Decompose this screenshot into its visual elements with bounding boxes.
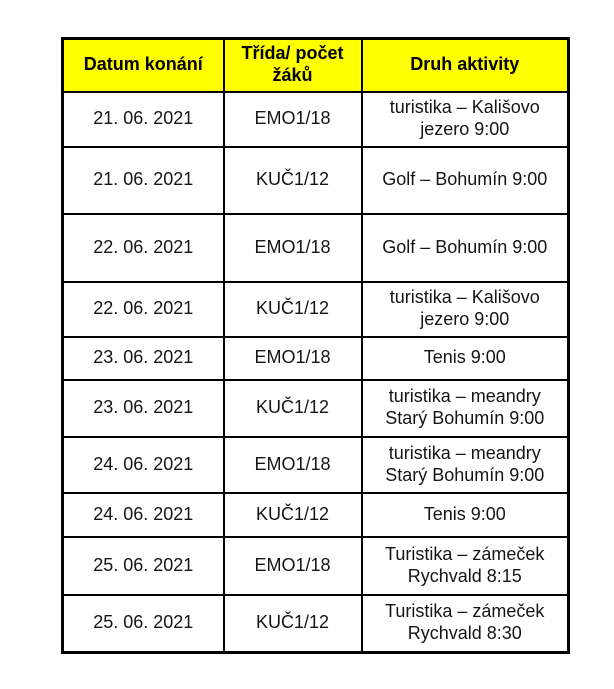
table-row xyxy=(63,493,569,537)
cell-date: 25. 06. 2021 xyxy=(63,595,224,653)
cell-class: EMO1/18 xyxy=(224,92,362,147)
cell-class: KUČ1/12 xyxy=(224,380,362,437)
cell-class: KUČ1/12 xyxy=(224,147,362,214)
cell-date: 25. 06. 2021 xyxy=(63,537,224,595)
column-header-date: Datum konání xyxy=(63,39,224,92)
activity-schedule-table xyxy=(61,37,570,654)
table-row xyxy=(63,595,569,653)
cell-activity: Tenis 9:00 xyxy=(362,337,569,380)
cell-date: 24. 06. 2021 xyxy=(63,493,224,537)
cell-date: 21. 06. 2021 xyxy=(63,147,224,214)
cell-activity: turistika – meandry Starý Bohumín 9:00 xyxy=(362,437,569,493)
column-header-class-count: Třída/ počet žáků xyxy=(224,39,362,92)
cell-class: EMO1/18 xyxy=(224,437,362,493)
table-row xyxy=(63,537,569,595)
column-header-activity-type: Druh aktivity xyxy=(362,39,569,92)
cell-date: 23. 06. 2021 xyxy=(63,380,224,437)
cell-activity: Tenis 9:00 xyxy=(362,493,569,537)
cell-class: EMO1/18 xyxy=(224,537,362,595)
table-row xyxy=(63,147,569,214)
cell-date: 21. 06. 2021 xyxy=(63,92,224,147)
table-row xyxy=(63,214,569,282)
cell-class: KUČ1/12 xyxy=(224,595,362,653)
cell-date: 22. 06. 2021 xyxy=(63,214,224,282)
cell-date: 22. 06. 2021 xyxy=(63,282,224,337)
cell-class: KUČ1/12 xyxy=(224,493,362,537)
table-row xyxy=(63,282,569,337)
cell-class: EMO1/18 xyxy=(224,337,362,380)
cell-activity: Golf – Bohumín 9:00 xyxy=(362,214,569,282)
table-header-row xyxy=(63,39,569,92)
cell-class: EMO1/18 xyxy=(224,214,362,282)
table-row xyxy=(63,92,569,147)
cell-activity: turistika – Kališovo jezero 9:00 xyxy=(362,282,569,337)
cell-activity: Golf – Bohumín 9:00 xyxy=(362,147,569,214)
cell-activity: Turistika – zámeček Rychvald 8:15 xyxy=(362,537,569,595)
cell-class: KUČ1/12 xyxy=(224,282,362,337)
table-row xyxy=(63,380,569,437)
table-row xyxy=(63,337,569,380)
cell-date: 23. 06. 2021 xyxy=(63,337,224,380)
table-row xyxy=(63,437,569,493)
cell-activity: turistika – Kališovo jezero 9:00 xyxy=(362,92,569,147)
cell-activity: turistika – meandry Starý Bohumín 9:00 xyxy=(362,380,569,437)
cell-date: 24. 06. 2021 xyxy=(63,437,224,493)
cell-activity: Turistika – zámeček Rychvald 8:30 xyxy=(362,595,569,653)
